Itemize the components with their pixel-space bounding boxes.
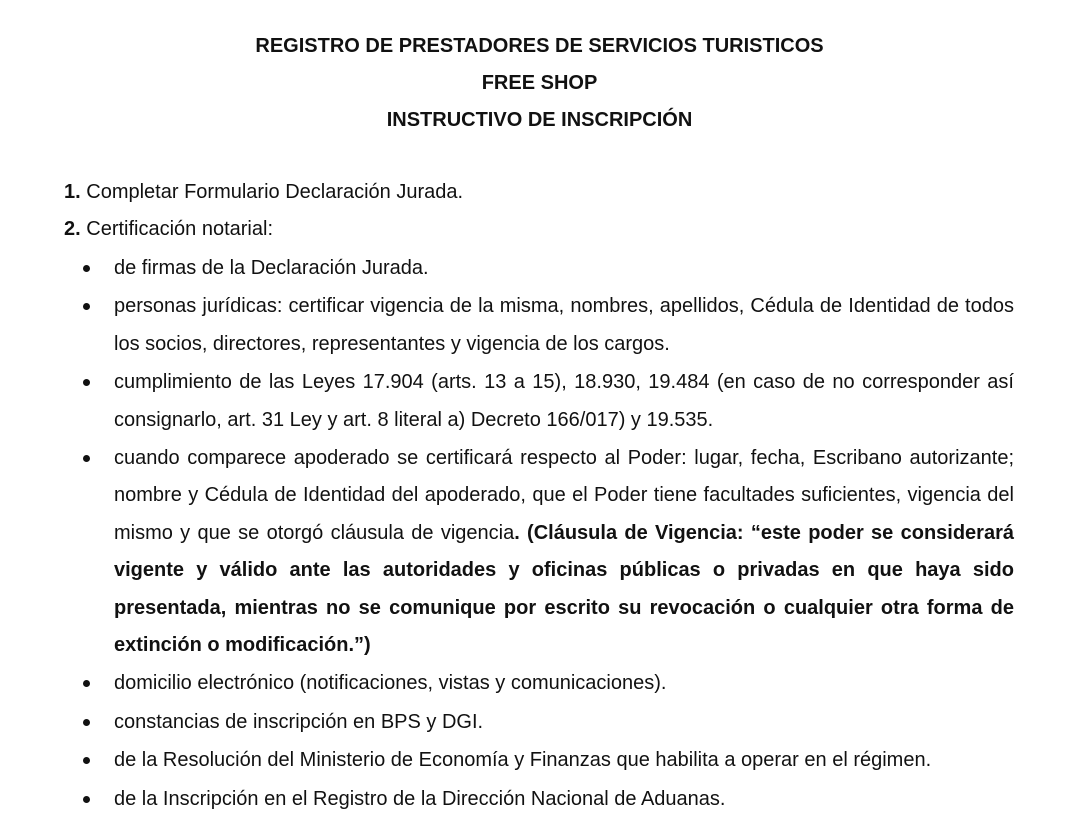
bullet-icon	[83, 719, 90, 726]
bullet-icon	[83, 303, 90, 310]
list-item	[64, 364, 1014, 439]
step-1	[64, 174, 1024, 211]
list-item-text: de firmas de la Declaración Jurada.	[114, 257, 429, 279]
list-item-text: domicilio electrónico (notificaciones, vistas y comunicaciones).	[114, 672, 667, 695]
list-item-text: de la Inscripción en el Registro de la Dirección Nacional de Aduanas.	[114, 787, 726, 810]
list-item-text: constancias de inscripción en BPS y DGI.	[114, 710, 484, 733]
header-title-registry: REGISTRO DE PRESTADORES DE SERVICIOS TURISTICOS	[255, 35, 824, 57]
list-item-text: de la Resolución del Ministerio de Economía y Finanzas que habilita a operar en el régimen.	[114, 749, 932, 772]
bullet-icon	[83, 680, 90, 687]
step-1-number: 1.	[64, 181, 81, 203]
bullet-icon	[83, 265, 90, 272]
list-item-text: cuando comparece apoderado se certificará respecto al Poder: lugar, fecha, Escribano autorizante; nombre y Cédula de Identidad del apoderado, que el Poder tiene facultades suficientes, vigencia del mismo y que se otorgó cláusula de vigencia	[114, 447, 1014, 544]
list-item-text: personas jurídicas: certificar vigencia de la misma, nombres, apellidos, Cédula de Identidad de todos los socios, directores, representantes y vigencia de los cargos.	[114, 295, 1014, 355]
header-title-free-shop: FREE SHOP	[481, 72, 598, 94]
bullet-icon	[83, 757, 90, 764]
step-2-number: 2.	[64, 218, 81, 240]
list-item	[64, 250, 1014, 287]
bullet-icon	[83, 379, 90, 386]
notarial-certification-list	[64, 250, 1014, 819]
list-item	[64, 288, 1014, 363]
document-header	[0, 28, 1079, 139]
step-2	[64, 211, 1024, 248]
bullet-icon	[83, 455, 90, 462]
list-item	[64, 781, 1014, 818]
list-item-text: cumplimiento de las Leyes 17.904 (arts. 13 a 15), 18.930, 19.484 (en caso de no corresponder así consignarlo, art. 31 Ley y art. 8 literal a) Decreto 166/017) y 19.535.	[114, 371, 1014, 431]
step-1-text: Completar Formulario Declaración Jurada.	[86, 181, 464, 203]
list-item	[64, 742, 1014, 779]
list-item	[64, 440, 1014, 664]
validity-clause-text: . (Cláusula de Vigencia: “este poder se considerará vigente y válido ante las autoridades y oficinas públicas o privadas en que haya sido presentada, mientras no se comunique por escrito su revocación o cualquier otra forma de extinción o modificación.”)	[114, 521, 1014, 657]
list-item	[64, 665, 1014, 702]
header-title-instructions: INSTRUCTIVO DE INSCRIPCIÓN	[386, 109, 693, 131]
list-item	[64, 704, 1014, 741]
step-2-text: Certificación notarial:	[86, 218, 273, 240]
bullet-icon	[83, 796, 90, 803]
